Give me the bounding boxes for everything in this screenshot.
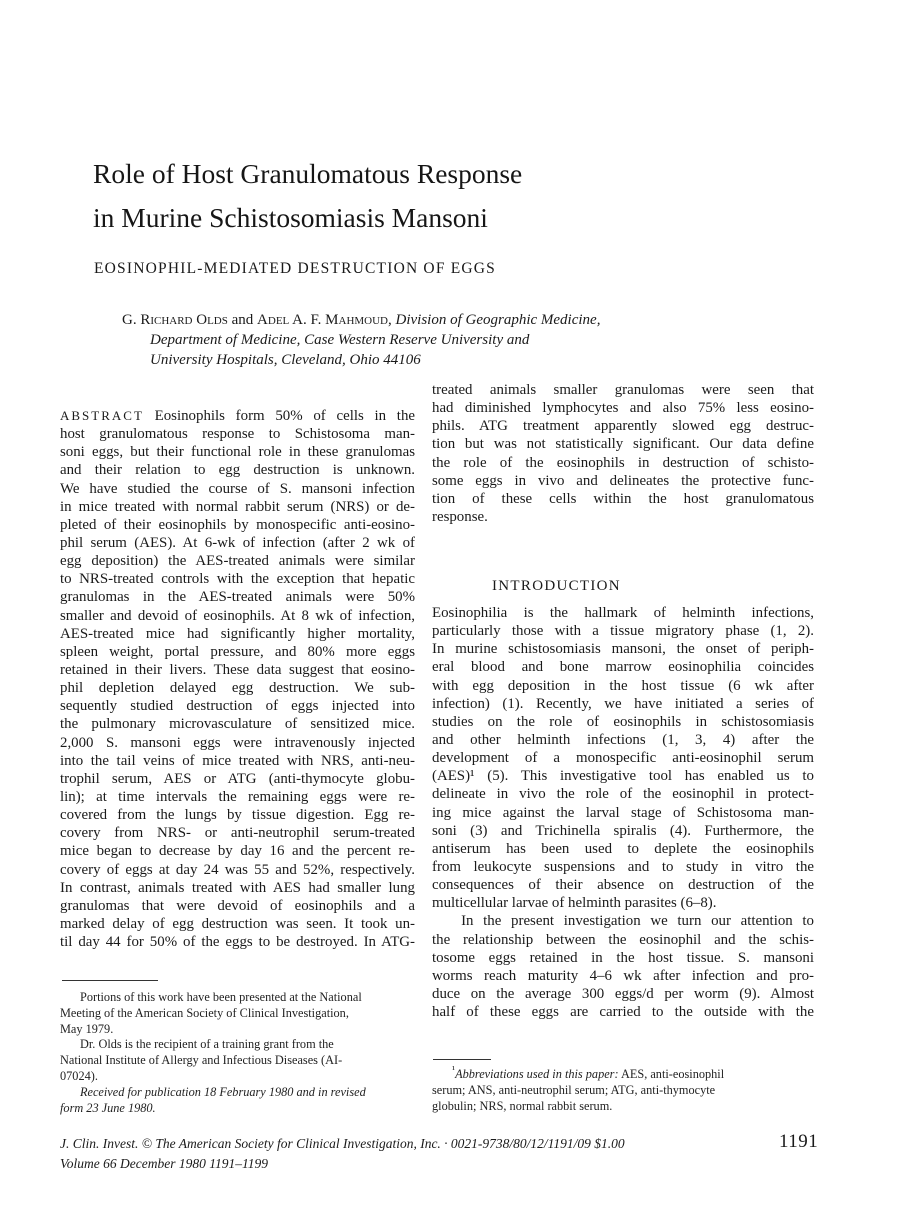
abstract-continued-line: had diminished lymphocytes and also 75% less eosino-	[432, 400, 814, 417]
footnote-rule-left	[62, 980, 158, 981]
intro-line: multicellular larvae of helminth parasites (6–8).	[432, 895, 717, 912]
footnote-rule-right	[433, 1059, 491, 1060]
intro-line: ing mice against the larval stage of Schistosoma man-	[432, 804, 814, 821]
paper-title	[93, 152, 733, 240]
abstract-line: sequently studied destruction of eggs injected into	[60, 698, 415, 715]
abstract-line: phil serum (AES). At 6-wk of infection (after 2 wk of	[60, 534, 415, 551]
abstract-line: In contrast, animals treated with AES had smaller lung	[60, 879, 415, 896]
journal-footer	[60, 1134, 820, 1174]
abstract-continued-line: treated animals smaller granulomas were seen that	[432, 382, 814, 398]
author-1: G. Richard Olds	[122, 312, 228, 328]
author-2: Adel A. F. Mahmoud	[257, 312, 388, 328]
abstract-line: til day 44 for 50% of the eggs to be destroyed. In ATG-	[60, 934, 415, 951]
abstract-continued-line: tion but was not statistically significant. Our data define	[432, 436, 814, 453]
footnotes-left	[60, 990, 415, 1116]
intro-line: studies on the role of eosinophils in schistosomiasis	[432, 713, 814, 730]
abstract-continued-line: the role of the eosinophils in destruction of schisto-	[432, 454, 814, 471]
intro-line: particularly those with a tissue migratory phase (1, 2).	[432, 623, 814, 640]
footnote-grant: Dr. Olds is the recipient of a training grant from the National Institute of Allergy and Infectious Diseases (AI- 07024).	[60, 1037, 343, 1083]
footnote-presentation: Portions of this work have been presented at the National Meeting of the American Society of Clinical Investigation, May 1979.	[60, 990, 362, 1036]
abstract-line: covery of eggs at day 24 was 55 and 52%, respectively.	[60, 861, 415, 878]
abstract-line: smaller and devoid of eosinophils. At 8 wk of infection,	[60, 607, 415, 624]
footer-citation: J. Clin. Invest. © The American Society for Clinical Investigation, Inc. · 0021-9738/80/12/1191/09 $1.00	[60, 1136, 625, 1151]
intro-line: from leukocyte suspensions and to study in vitro the	[432, 858, 814, 875]
affiliation-line-2: Department of Medicine, Case Western Reserve University and	[150, 332, 530, 348]
abstract-line: AES-treated mice had significantly higher mortality,	[60, 625, 415, 642]
introduction-body	[432, 604, 814, 1021]
abstract-line: We have studied the course of S. mansoni infection	[60, 480, 415, 497]
abstract-column	[60, 407, 415, 951]
intro-line: (AES)¹ (5). This investigative tool has enabled us to	[432, 768, 814, 785]
abstract-line: covery from NRS- or anti-neutrophil serum-treated	[60, 825, 415, 842]
intro-line: half of these eggs are carried to the outside with the	[432, 1004, 814, 1021]
abstract-line: phil depletion delayed egg destruction. We sub-	[60, 680, 415, 697]
intro-line: and other helminth infections (1, 3, 4) after the	[432, 731, 814, 748]
abstract-line: lin); at time intervals the remaining eggs were re-	[60, 788, 415, 805]
paper-subtitle: EOSINOPHIL-MEDIATED DESTRUCTION OF EGGS	[94, 260, 496, 277]
abstract-line: 2,000 S. mansoni eggs were intravenously injected	[60, 734, 415, 751]
author-block: G. Richard Olds and Adel A. F. Mahmoud, Division of Geographic Medicine, Department of Medicine, Case Western Reserve University and University Hospitals, Cleveland, Ohio 44106	[122, 310, 742, 370]
intro-line: Eosinophilia is the hallmark of helminth infections,	[432, 605, 814, 621]
intro-line: soni (3) and Trichinella spiralis (4). Furthermore, the	[432, 822, 814, 839]
intro-line: antiserum has been used to deplete the eosinophils	[432, 840, 814, 857]
footnote-marker: ¹	[452, 1065, 456, 1076]
intro-line: consequences of their absence on destruction of the	[432, 877, 814, 894]
intro-line: delineate in vivo the role of the eosinophil in protect-	[432, 786, 814, 803]
abstract-line: granulomas in the AES-treated animals were 50%	[60, 589, 415, 606]
abstract-line: soni eggs, but their functional role in these granulomas	[60, 444, 415, 461]
abstract-line: into the tail veins of mice treated with NRS, anti-neu-	[60, 752, 415, 769]
intro-line: development of a monospecific anti-eosinophil serum	[432, 750, 814, 767]
right-column	[432, 381, 814, 526]
abstract-line: egg deposition) the AES-treated animals were similar	[60, 553, 415, 570]
page-number: 1191	[779, 1131, 819, 1152]
abstract-line: ABSTRACT Eosinophils form 50% of cells in the	[60, 408, 415, 424]
abstract-line: pleted of their eosinophils by monospecific anti-eosino-	[60, 516, 415, 533]
abstract-continued-line: some eggs in vivo and delineates the protective func-	[432, 472, 814, 489]
intro-line: the relationship between the eosinophil and the schis-	[432, 931, 814, 948]
title-line-2: in Murine Schistosomiasis Mansoni	[93, 202, 488, 233]
abstract-continued-line: tion of these cells within the host granulomatous	[432, 490, 814, 507]
abstract-line: covered from the lungs by tissue digestion. Egg re-	[60, 807, 415, 824]
affiliation-line-1: Division of Geographic Medicine,	[395, 312, 601, 328]
abstract-continued-line: phils. ATG treatment apparently slowed egg destruc-	[432, 418, 814, 435]
abstract-line: in mice treated with normal rabbit serum (NRS) or de-	[60, 498, 415, 515]
abstract-continued-line: response.	[432, 508, 488, 525]
abstract-line: trophil serum, AES or ATG (anti-thymocyte globu-	[60, 770, 415, 787]
intro-line: with egg deposition in the host tissue (6 wk after	[432, 677, 814, 694]
footnote-abbrev-label: Abbreviations used in this paper:	[455, 1067, 619, 1082]
abstract-line: and their relation to egg destruction is unknown.	[60, 462, 415, 479]
intro-line: tosome eggs retained in the host tissue. S. mansoni	[432, 949, 814, 966]
abstract-line: to NRS-treated controls with the exception that hepatic	[60, 571, 415, 588]
footnote-received: Received for publication 18 February 1980 and in revised form 23 June 1980.	[60, 1084, 366, 1115]
introduction-heading: INTRODUCTION	[492, 578, 621, 594]
intro-line: In murine schistosomiasis mansoni, the onset of periph-	[432, 641, 814, 658]
intro-line: worms reach maturity 4–6 wk after infection and pro-	[432, 967, 814, 984]
abstract-line: mice began to decrease by day 16 and the percent re-	[60, 843, 415, 860]
abstract-line: marked delay of egg destruction was seen. It took un-	[60, 915, 415, 932]
title-line-1: Role of Host Granulomatous Response	[93, 158, 523, 189]
abstract-line: spleen weight, portal pressure, and 80% more eggs	[60, 643, 415, 660]
intro-line: In the present investigation we turn our attention to	[432, 913, 814, 930]
affiliation-line-3: University Hospitals, Cleveland, Ohio 44106	[150, 352, 421, 368]
abstract-line: retained in their livers. These data suggest that eosino-	[60, 661, 415, 678]
intro-line: eral blood and bone marrow eosinophilia coincides	[432, 659, 814, 676]
footer-volume: Volume 66 December 1980 1191–1199	[60, 1156, 268, 1171]
intro-line: infection) (1). Recently, we have initiated a series of	[432, 695, 814, 712]
abstract-line: the pulmonary microvasculature of sensitized mice.	[60, 716, 415, 733]
abstract-line: host granulomatous response to Schistosoma man-	[60, 426, 415, 443]
footnote-abbreviations: $^{^1}$Abbreviations used in this paper: AES, anti-eosinophil serum; ANS, anti-neutrophil serum; ATG, anti-thymocyte globulin; NRS, normal rabbit serum.	[432, 1065, 725, 1113]
intro-line: duce on the average 300 eggs/d per worm (9). Almost	[432, 985, 814, 1002]
abstract-line: granulomas that were devoid of eosinophils and a	[60, 897, 415, 914]
author-conjunction: and	[227, 312, 258, 328]
abstract-label: ABSTRACT	[60, 408, 144, 423]
